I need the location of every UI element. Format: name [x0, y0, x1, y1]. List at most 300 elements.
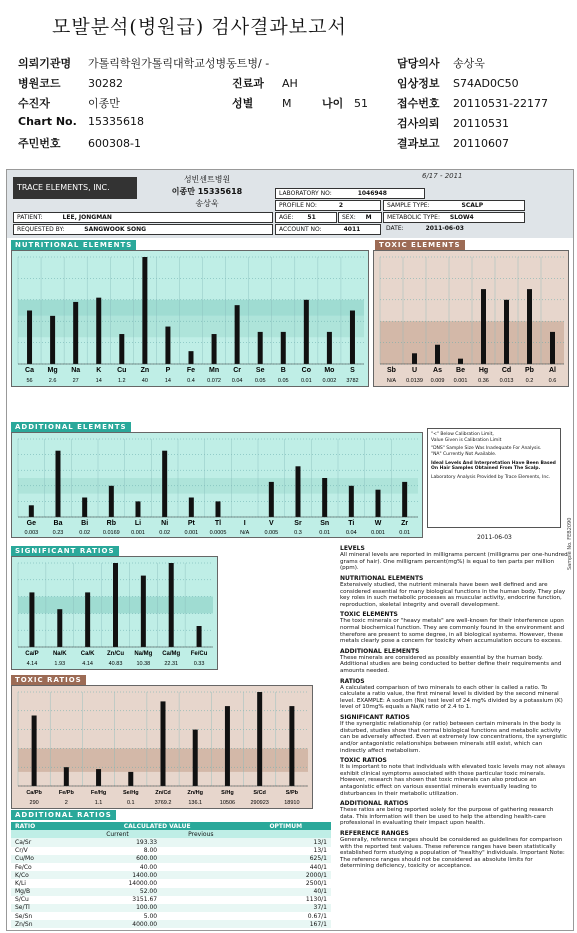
section-text: All mineral levels are reported in milligrams percent (milligrams per one-hundred grams of hair). One milligram percent(mg%) is equal to ten parts per million (ppm). [340, 552, 568, 572]
value-label: 0.001 [453, 378, 468, 384]
field-label: 병원코드 [18, 77, 61, 90]
hair-analysis-report [6, 169, 574, 931]
section-text: The toxic minerals or "heavy metals" are well-known for their interference upon normal biochemical function. They are commonly found in the environment and therefore are present to some degree, in all biological systems. However, these metals clearly pose a concern for toxicity when accumulation occurs to excess. [340, 618, 565, 645]
header-field-row [18, 115, 144, 128]
chart-bar [349, 486, 354, 517]
hospital-stamp [147, 174, 267, 210]
table-row [11, 904, 331, 912]
chart-bar [216, 501, 221, 517]
chart-bar [141, 576, 146, 647]
field-label: 성별 [232, 97, 254, 110]
side-note: Sample No. FEB2090 [567, 517, 573, 570]
field-label: 진료과 [232, 77, 264, 90]
section-heading: SIGNIFICANT RATIOS [340, 714, 410, 722]
category-label: Ca/Pb [26, 790, 42, 796]
value-label: 0.013 [499, 378, 514, 384]
category-label: S/Cd [253, 790, 266, 796]
previous-cell [161, 838, 240, 846]
significant-ratios-panel [11, 556, 218, 670]
previous-cell [161, 871, 240, 879]
legend-line: "NA" Currently Not Available. [431, 451, 497, 457]
column-header: CALCULATED VALUE [123, 822, 191, 830]
value-label: 3782 [346, 378, 359, 384]
chart-band [18, 316, 364, 337]
value-label: 2 [64, 800, 68, 806]
section-heading: RATIOS [340, 677, 365, 685]
ratio-cell: Ca/Sr [15, 838, 32, 846]
value-label: 0.001 [371, 530, 385, 536]
table-row [11, 855, 331, 863]
report-date: 2011-06-03 [425, 225, 464, 232]
toxic-panel [373, 250, 569, 387]
optimum-cell: 440/1 [309, 863, 327, 871]
legend-line: "<" Below Calibration Limit, [431, 432, 494, 437]
value-label: 0.36 [478, 378, 489, 384]
category-label: Se/Hg [122, 790, 139, 796]
metabolic-type: SLOW4 [449, 214, 474, 221]
nutritional-chart [12, 251, 368, 386]
patient-label: PATIENT: [17, 214, 43, 221]
value-label: 0.009 [430, 378, 445, 384]
previous-cell [161, 920, 240, 928]
value-label: 40 [141, 378, 148, 384]
page-title: 모발분석(병원급) 검사결과보고서 [52, 16, 347, 38]
ratio-cell: K/Li [15, 879, 26, 887]
category-label: Pb [525, 367, 534, 374]
chart-bar [29, 505, 34, 517]
field-label: 임상정보 [397, 77, 440, 90]
category-label: Fe/Pb [58, 790, 74, 796]
category-label: Al [549, 367, 556, 374]
chart-bar [435, 345, 440, 364]
additional-title: ADDITIONAL ELEMENTS [11, 422, 131, 432]
requested-box [13, 224, 273, 235]
lab-number: 1046948 [357, 190, 387, 197]
chart-bar [27, 311, 32, 365]
value-label: 0.02 [79, 530, 91, 536]
category-label: As [433, 367, 442, 374]
value-label: 0.002 [322, 378, 337, 384]
field-value: 가톨릭학원가톨릭대학교성병동트병/ - [88, 57, 270, 70]
patient-name: LEE, JONGMAN [62, 214, 112, 221]
header-field-row [18, 55, 269, 71]
chart-bar [402, 482, 407, 517]
category-label: Zn/Cu [107, 651, 124, 657]
table-row [11, 879, 331, 887]
section-heading: LEVELS [340, 545, 365, 552]
chart-bar [82, 498, 87, 518]
nutritional-panel [11, 250, 369, 387]
field-value: 30282 [88, 77, 123, 90]
table-subheader-row [11, 830, 331, 838]
chart-bar [64, 767, 69, 786]
value-label: 0.001 [184, 530, 199, 536]
age-label: AGE: [279, 214, 294, 221]
chart-band [18, 300, 364, 316]
chart-bar [304, 300, 309, 364]
section-heading: NUTRITIONAL ELEMENTS [340, 574, 424, 582]
lab-logo: TRACE ELEMENTS, INC. [13, 177, 137, 199]
optimum-cell: 2500/1 [305, 879, 327, 887]
chart-bar [57, 609, 62, 647]
optimum-cell: 625/1 [309, 855, 327, 863]
field-label: 접수번호 [397, 97, 440, 110]
account-number: 4011 [343, 226, 361, 233]
footer-date: 2011-06-03 [477, 534, 512, 541]
toxic-ratios-title: TOXIC RATIOS [11, 675, 86, 685]
optimum-cell: 2000/1 [305, 871, 327, 879]
category-label: Mo [324, 367, 335, 374]
chart-bar [128, 772, 133, 786]
section-text: It is important to note that individuals with elevated toxic levels may not always exhibit clinical symptoms associated with those particular toxic minerals. However, research has shown that toxic minerals can also produce an antagonistic effect on various essential minerals eventually leading to disturbances in their metabolic utilization. [340, 764, 566, 797]
optimum-cell: 40/1 [313, 888, 327, 896]
category-label: Fe/Cu [190, 651, 208, 657]
stamp-line-1: 성빈센트병원 [183, 175, 231, 184]
category-label: Mg [47, 367, 58, 374]
legend-line: Value Given is Calibration Limit [431, 437, 502, 443]
optimum-cell: 167/1 [309, 920, 327, 928]
lab-number-label: LABORATORY NO: [279, 190, 332, 197]
age: 51 [307, 214, 316, 221]
age-box [275, 212, 337, 223]
chart-bar [56, 451, 61, 517]
category-label: Ca [25, 367, 35, 374]
value-label: 0.003 [24, 530, 39, 536]
toxic-ratios-chart [12, 686, 312, 808]
value-label: 4.14 [82, 661, 94, 667]
section-text: Generally, reference ranges should be considered as guidelines for comparison with the reported test values. These reference ranges have been statistically established form studying a population of "healthy" individuals. Important Note: The reference ranges should not be considered as absolute limits for determining deficiency, toxicity or acceptance. [340, 837, 565, 870]
field-label: 수진자 [18, 97, 50, 110]
section-text: If the synergistic relationship (or ratio) between certain minerals in the body is disturbed, studies show that normal biological functions and metabolic activity can be adversely affected. Even at extremely low concentrations, the synergistic and/or antagonistic relationships between minerals still exist, which can indirectly affect metabolism. [340, 721, 567, 754]
field-label: 결과보고 [397, 137, 440, 150]
optimum-cell: 37/1 [313, 904, 327, 912]
field-value: 51 [354, 97, 368, 110]
field-value: S74AD0C50 [453, 77, 519, 90]
value-label: 0.01 [319, 530, 331, 536]
previous-cell [161, 896, 240, 904]
section-heading: ADDITIONAL ELEMENTS [340, 647, 420, 655]
field-label: 검사의뢰 [397, 117, 440, 130]
account-label: ACCOUNT NO: [279, 226, 322, 233]
chart-bar [458, 359, 463, 364]
header-field-row [18, 95, 120, 111]
header-right-row [397, 55, 485, 71]
value-label: 0.01 [399, 530, 411, 536]
current-cell: 4000.00 [132, 920, 158, 928]
ratio-cell: Cu/Mo [15, 855, 34, 863]
value-label: N/A [240, 530, 250, 536]
chart-bar [29, 592, 34, 647]
value-label: 0.23 [52, 530, 64, 536]
toxic-title: TOXIC ELEMENTS [375, 240, 465, 250]
current-cell: 3151.67 [132, 896, 158, 904]
chart-bar [235, 305, 240, 364]
optimum-cell: 1130/1 [305, 896, 327, 904]
chart-bar [85, 592, 90, 647]
current-cell: 1400.00 [132, 871, 158, 879]
chart-bar [136, 501, 141, 517]
value-label: 0.072 [207, 378, 221, 384]
category-label: Bi [81, 520, 89, 527]
value-label: 0.2 [525, 378, 534, 384]
header-mid-row [232, 75, 298, 91]
chart-bar [96, 298, 101, 364]
value-label: 290923 [250, 800, 269, 806]
value-label: 136.1 [188, 800, 203, 806]
previous-cell [161, 912, 240, 920]
requested-by: SANGWOOK SONG [84, 226, 147, 233]
metabolic-label: METABOLIC TYPE: [387, 214, 440, 221]
section-heading: TOXIC ELEMENTS [340, 611, 398, 619]
current-cell: 14000.00 [128, 879, 158, 887]
toxic-ratios-panel [11, 685, 313, 809]
table-row [11, 871, 331, 879]
header-right-row [397, 95, 548, 111]
category-label: Mn [209, 367, 220, 374]
value-label: 27 [72, 378, 79, 384]
legend-line: Laboratory Analysis Provided by Trace Elements, Inc. [431, 474, 551, 480]
category-label: I [243, 520, 246, 527]
value-label: 14 [164, 378, 171, 384]
chart-bar [162, 451, 167, 517]
field-value: 15335618 [88, 115, 144, 128]
sex-box [338, 212, 382, 223]
previous-cell [161, 888, 240, 896]
value-label: N/A [386, 378, 397, 384]
table-row [11, 838, 331, 846]
chart-bar [109, 486, 114, 517]
previous-cell [161, 863, 240, 871]
column-subheader: Current [106, 830, 129, 838]
header-mid-row [322, 95, 368, 111]
significant-ratios-chart [12, 557, 217, 669]
category-label: Hg [478, 367, 489, 374]
category-label: Cu [117, 367, 127, 374]
field-label: 담당의사 [397, 57, 440, 70]
field-value: 20110531 [453, 117, 509, 130]
stamp-line-2: 이종만 15335618 [171, 187, 243, 196]
requested-label: REQUESTED BY: [17, 226, 65, 233]
category-label: Cr [233, 367, 242, 374]
chart-bar [281, 332, 286, 364]
date-label: DATE: [386, 225, 404, 232]
value-label: 0.1 [126, 800, 135, 806]
column-subheader: Previous [188, 830, 214, 838]
category-label: Na [71, 367, 81, 374]
category-label: Li [134, 520, 142, 527]
value-label: 0.0169 [102, 530, 120, 536]
value-label: 0.02 [159, 530, 171, 536]
category-label: Na/K [52, 651, 67, 657]
metabolic-box [383, 212, 525, 223]
value-label: 14 [95, 378, 102, 384]
value-label: 0.04 [345, 530, 357, 536]
chart-bar [32, 716, 37, 787]
patient-box [13, 212, 273, 223]
value-label: 0.6 [548, 378, 557, 384]
ratio-cell: S/Cu [15, 896, 29, 904]
ratio-cell: Se/Sn [15, 912, 33, 920]
chart-bar [504, 300, 509, 364]
header-mid-row [232, 95, 292, 111]
chart-bar [113, 563, 118, 647]
value-label: 4.14 [26, 661, 38, 667]
category-label: Na/Mg [134, 651, 153, 657]
stamp-line-3: 송상욱 [195, 199, 219, 208]
column-header: RATIO [15, 822, 36, 830]
category-label: Zn [140, 367, 150, 374]
ratio-cell: Cr/V [15, 847, 28, 855]
category-label: Fe/Hg [90, 790, 107, 796]
category-label: Ni [161, 520, 169, 527]
sex-label: SEX: [342, 214, 356, 221]
value-label: 0.0139 [406, 378, 423, 384]
sample-type-box [383, 200, 525, 211]
optimum-cell: 0.67/1 [307, 912, 327, 920]
chart-bar [322, 478, 327, 517]
category-label: V [268, 520, 274, 527]
chart-bar [376, 490, 381, 517]
section-text: These ratios are being reported solely for the purpose of gathering research data. This information will then be used to help the attending health-care professional in evaluating their impact upon health. [340, 807, 554, 827]
chart-bar [289, 706, 294, 786]
category-label: Se [255, 367, 265, 374]
value-label: 18910 [284, 800, 300, 806]
chart-bar [412, 353, 417, 364]
value-label: 40.83 [108, 661, 123, 667]
value-label: 10.38 [136, 661, 151, 667]
legend-line: Ideal Levels And Interpretation Have Been Based On Hair Samples Obtained From The Scalp. [431, 460, 556, 472]
significant-ratios-title: SIGNIFICANT RATIOS [11, 546, 119, 556]
category-label: Ge [26, 520, 37, 527]
current-cell: 52.00 [139, 888, 158, 896]
additional-ratios-title: ADDITIONAL RATIOS [11, 810, 116, 820]
table-row [11, 888, 331, 896]
table-row [11, 847, 331, 855]
category-label: B [280, 367, 286, 374]
value-label: 0.005 [264, 530, 279, 536]
field-label: 의뢰기관명 [18, 57, 72, 70]
table-row [11, 896, 331, 904]
field-label: 주민번호 [18, 137, 61, 150]
field-value: 이종만 [88, 97, 120, 110]
account-box [275, 224, 381, 235]
additional-ratios-table [11, 822, 331, 928]
value-label: 2.6 [48, 378, 57, 384]
nutritional-title: NUTRITIONAL ELEMENTS [11, 240, 136, 250]
category-label: Cd [501, 367, 512, 374]
previous-cell [161, 904, 240, 912]
current-cell: 193.33 [136, 838, 158, 846]
profile-box [275, 200, 381, 211]
toxic-chart [374, 251, 568, 386]
chart-bar [257, 692, 262, 786]
chart-bar [50, 316, 55, 364]
current-cell: 8.00 [143, 847, 158, 855]
chart-bar [258, 332, 263, 364]
sample-type-label: SAMPLE TYPE: [387, 202, 430, 209]
chart-bar [189, 498, 194, 518]
chart-bar [96, 769, 101, 786]
chart-bar [119, 334, 124, 364]
current-cell: 600.00 [136, 855, 158, 863]
value-label: 0.01 [300, 378, 312, 384]
table-row [11, 863, 331, 871]
explanations [340, 545, 568, 873]
column-header: OPTIMUM [269, 822, 303, 830]
optimum-cell: 13/1 [313, 847, 327, 855]
category-label: Zr [401, 520, 409, 527]
legend-box [427, 428, 561, 528]
field-value: AH [282, 77, 298, 90]
value-label: 1.1 [94, 800, 103, 806]
value-label: 56 [26, 378, 33, 384]
sex: M [365, 214, 372, 221]
chart-bar [165, 327, 170, 364]
section-text: Extensively studied, the nutrient minerals have been well defined and are considered essential for many biological functions in the human body. They play key roles in such metabolic processes as muscular activity, endocrine function, reproduction, skeletal integrity and overall development. [340, 581, 566, 608]
field-value: M [282, 97, 292, 110]
section-text: A calculated comparison of two minerals to each other is called a ratio. To calculate a ratio value, the first mineral level is divided by the second mineral level. EXAMPLE: A sodium (Na) test level of 24 mg% divided by a potassium (K) level of 10mg% equals a Na/K ratio of 2.4 to 1. [340, 684, 563, 711]
section-heading: TOXIC RATIOS [340, 757, 387, 765]
value-label: 0.05 [254, 378, 266, 384]
chart-bar [296, 466, 301, 517]
category-label: S/Hg [221, 790, 234, 796]
value-label: 0.05 [277, 378, 289, 384]
chart-bar [527, 289, 532, 364]
category-label: U [411, 367, 418, 374]
ratio-cell: Mg/B [15, 888, 31, 896]
ratio-cell: Se/Tl [15, 904, 30, 912]
chart-bar [73, 302, 78, 364]
chart-bar [225, 706, 230, 786]
value-label: 0.0005 [209, 530, 227, 536]
current-cell: 100.00 [136, 904, 158, 912]
current-cell: 40.00 [139, 863, 158, 871]
chart-bar [193, 730, 198, 786]
category-label: W [374, 520, 382, 527]
category-label: Zn/Hg [187, 790, 204, 796]
sample-type: SCALP [461, 202, 484, 209]
chart-bar [327, 332, 332, 364]
ratio-cell: Zn/Sn [15, 920, 33, 928]
optimum-cell: 13/1 [313, 838, 327, 846]
category-label: Co [301, 367, 312, 374]
date-box [383, 224, 525, 235]
category-label: Pt [187, 520, 195, 527]
additional-panel [11, 432, 423, 538]
section-heading: REFERENCE RANGES [340, 830, 409, 838]
value-label: 290 [29, 800, 39, 806]
previous-cell [161, 879, 240, 887]
header-field-row [18, 135, 141, 151]
chart-bar [481, 289, 486, 364]
value-label: 0.4 [187, 378, 195, 384]
category-label: Fe [186, 367, 196, 374]
chart-bar [169, 563, 174, 647]
chart-bar [550, 332, 555, 364]
field-value: 20110607 [453, 137, 509, 150]
section-heading: ADDITIONAL RATIOS [340, 800, 409, 808]
table-header-row [11, 822, 331, 830]
category-label: Sn [320, 520, 330, 527]
table-row [11, 920, 331, 928]
chart-bar [212, 334, 217, 364]
value-label: 0.001 [131, 530, 145, 536]
value-label: 1.93 [54, 661, 66, 667]
chart-bar [189, 351, 194, 364]
chart-bar [161, 701, 166, 786]
field-value: 20110531-22177 [453, 97, 548, 110]
ratio-cell: Fe/Co [15, 863, 32, 871]
